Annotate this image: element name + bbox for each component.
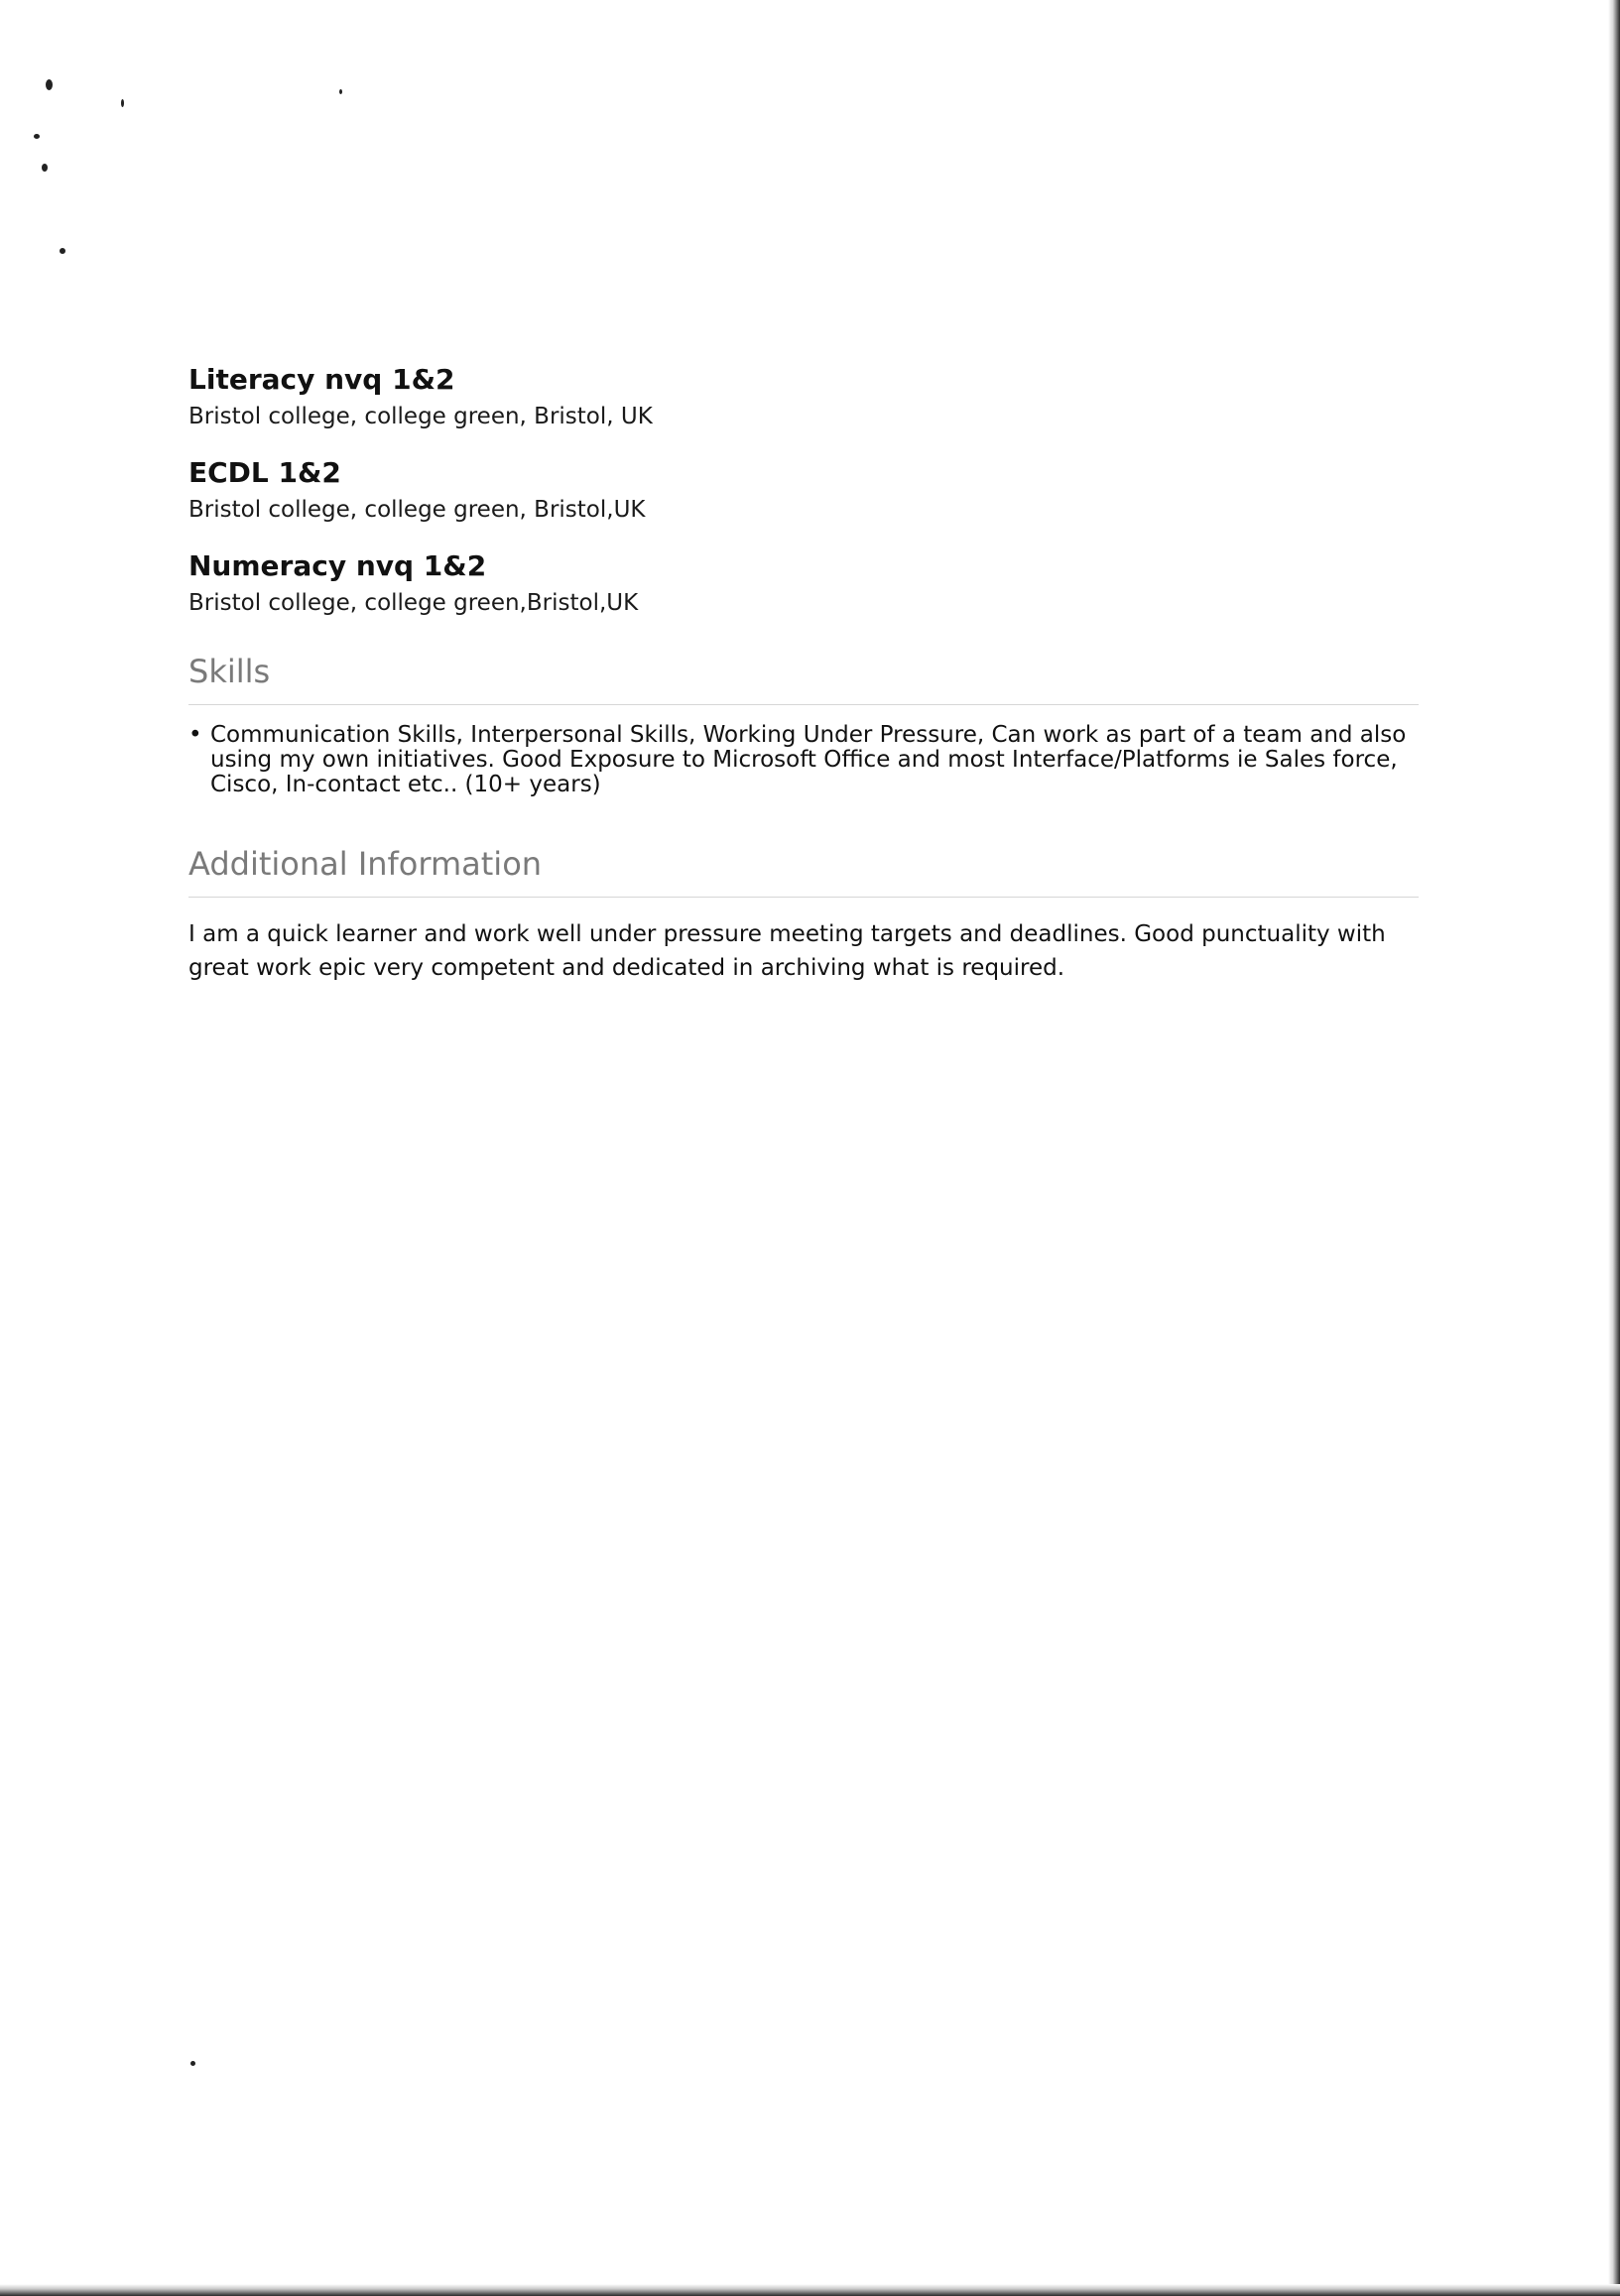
education-place: Bristol college, college green,Bristol,UK — [188, 590, 639, 616]
additional-info-heading: Additional Information — [188, 841, 1419, 898]
scan-speck — [121, 99, 124, 107]
skills-item — [188, 723, 1419, 797]
scan-speck — [190, 2061, 195, 2066]
additional-info-text: I am a quick learner and work well under pressure meeting targets and deadlines. Good punctuality with great work epic very competent and dedicated in archiving what is required. — [188, 921, 1386, 981]
skills-heading: Skills — [188, 649, 1419, 705]
skills-item-text: Communication Skills, Interpersonal Skills, Working Under Pressure, Can work as part of a team and also using my own initiatives. Good Exposure to Microsoft Office and most Interface/Platforms ie Sales force, Cisco, In-contact etc.. (10+ years) — [210, 722, 1407, 797]
scan-speck — [42, 164, 48, 172]
scan-edge-bottom — [0, 2284, 1620, 2296]
scan-speck — [46, 79, 53, 90]
education-entry — [188, 452, 1419, 526]
scan-speck — [60, 248, 65, 254]
education-place: Bristol college, college green, Bristol, UK — [188, 404, 653, 429]
resume-content — [188, 359, 1419, 985]
scan-speck — [339, 89, 342, 94]
education-title: ECDL 1&2 — [188, 456, 341, 489]
bullet-glyph: • — [188, 722, 202, 748]
education-entry — [188, 545, 1419, 619]
education-entry — [188, 359, 1419, 432]
education-place: Bristol college, college green, Bristol,UK — [188, 497, 646, 523]
education-title: Literacy nvq 1&2 — [188, 363, 455, 396]
education-title: Numeracy nvq 1&2 — [188, 549, 487, 582]
skills-list — [188, 723, 1419, 797]
scan-speck — [34, 134, 40, 139]
scan-edge-right — [1608, 0, 1620, 2296]
